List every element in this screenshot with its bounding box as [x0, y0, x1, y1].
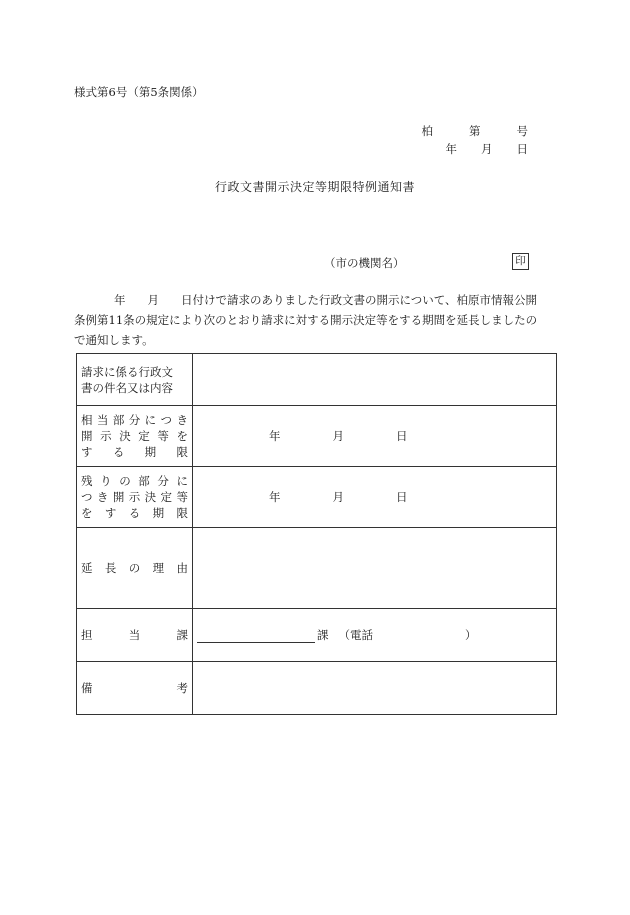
label-char: す — [81, 445, 93, 459]
value-department[interactable] — [193, 609, 557, 662]
date-month: 月 — [332, 429, 344, 443]
label-char: 決 — [119, 429, 131, 443]
table-row-department — [77, 609, 557, 662]
body-month: 月 — [147, 293, 159, 307]
doc-no-go: 号 — [516, 124, 528, 138]
table-row-remarks — [77, 662, 557, 715]
table-row-partial-deadline — [77, 406, 557, 467]
label-request-subject — [77, 354, 193, 406]
date-placeholder — [193, 428, 556, 444]
label-line — [81, 680, 188, 696]
label-line: 請求に係る行政文 — [81, 364, 173, 379]
body-year: 年 — [114, 293, 126, 307]
sender-org-name: （市の機関名） — [324, 256, 405, 270]
label-char: 当 — [128, 628, 141, 642]
table-row-extension-reason — [77, 528, 557, 609]
label-char: 示 — [128, 490, 141, 504]
label-remaining-deadline — [77, 467, 193, 528]
date-day: 日 — [396, 429, 408, 443]
label-char: を — [81, 506, 93, 520]
label-char: る — [112, 445, 125, 459]
label-char: 当 — [96, 413, 109, 427]
label-char: の — [119, 474, 131, 488]
doc-date-year: 年 — [445, 142, 457, 156]
label-line — [81, 473, 188, 489]
doc-no-dai: 第 — [469, 124, 481, 138]
department-blank[interactable] — [197, 628, 315, 643]
date-month: 月 — [332, 490, 344, 504]
date-year: 年 — [269, 429, 281, 443]
label-remarks — [77, 662, 193, 715]
date-placeholder — [193, 489, 556, 505]
label-char: る — [128, 506, 141, 520]
label-char: 部 — [138, 474, 150, 488]
label-char: つ — [81, 490, 93, 504]
phone-close: ） — [465, 628, 477, 642]
form-number: 様式第6号（第5条関係） — [74, 85, 204, 99]
value-remarks[interactable] — [193, 662, 557, 715]
seal-mark: 印 — [512, 253, 529, 270]
doc-no-prefix: 柏 — [421, 124, 433, 138]
label-char: 期 — [152, 506, 165, 520]
label-char: に — [176, 474, 188, 488]
label-char: き — [176, 413, 188, 427]
label-char: 備 — [81, 681, 93, 695]
table-row-request-subject — [77, 354, 557, 406]
label-line — [81, 505, 188, 521]
label-char: 担 — [81, 628, 93, 642]
label-char: 長 — [104, 561, 117, 575]
department-ka: 課 — [317, 628, 329, 642]
table-row-remaining-deadline — [77, 467, 557, 528]
label-char: 定 — [138, 429, 150, 443]
label-char: 期 — [144, 445, 157, 459]
doc-date-month: 月 — [481, 142, 493, 156]
document-number-line — [422, 123, 529, 139]
value-partial-deadline[interactable] — [193, 406, 557, 467]
value-request-subject[interactable] — [193, 354, 557, 406]
body-line-1 — [74, 290, 558, 310]
label-char: 延 — [81, 561, 93, 575]
label-char: を — [176, 429, 188, 443]
label-char: 開 — [112, 490, 125, 504]
label-char: り — [100, 474, 112, 488]
label-extension-reason — [77, 528, 193, 609]
notice-form-table — [76, 353, 557, 715]
label-char: 理 — [152, 561, 165, 575]
label-char: 考 — [176, 681, 188, 695]
label-char: 相 — [81, 413, 93, 427]
label-line: 書の件名又は内容 — [81, 380, 173, 395]
label-char: 部 — [112, 413, 125, 427]
label-line — [81, 412, 188, 428]
label-char: 分 — [128, 413, 141, 427]
label-char: 残 — [81, 474, 93, 488]
label-department — [77, 609, 193, 662]
label-char: 決 — [144, 490, 157, 504]
label-char: す — [104, 506, 117, 520]
label-char: 分 — [157, 474, 169, 488]
label-line — [81, 627, 188, 643]
label-line — [81, 428, 188, 444]
label-char: 由 — [176, 561, 188, 575]
department-fill-line — [193, 627, 556, 643]
label-char: き — [96, 490, 109, 504]
doc-date-day: 日 — [516, 142, 528, 156]
body-line-1-rest: 日付けで請求のありました行政文書の開示について、柏原市情報公開 — [181, 293, 538, 307]
document-title: 行政文書開示決定等期限特例通知書 — [214, 180, 415, 194]
label-line — [81, 560, 188, 576]
value-extension-reason[interactable] — [193, 528, 557, 609]
date-year: 年 — [269, 490, 281, 504]
body-line-2: 条例第11条の規定により次のとおり請求に対する開示決定等をする期間を延長しましたの — [74, 313, 538, 327]
label-char: 等 — [176, 490, 188, 504]
label-char: に — [144, 413, 157, 427]
label-line — [81, 444, 188, 460]
label-char: 示 — [100, 429, 112, 443]
body-paragraph — [74, 290, 558, 350]
label-partial-deadline — [77, 406, 193, 467]
label-char: 等 — [157, 429, 169, 443]
value-remaining-deadline[interactable] — [193, 467, 557, 528]
phone-label: （電話 — [338, 628, 373, 642]
label-char: 課 — [176, 628, 188, 642]
label-char: 開 — [81, 429, 93, 443]
label-char: の — [128, 561, 141, 575]
label-line — [81, 489, 188, 505]
document-date-line — [446, 141, 529, 157]
label-char: つ — [160, 413, 173, 427]
body-line-3: で通知します。 — [74, 333, 154, 347]
label-char: 定 — [160, 490, 173, 504]
label-char: 限 — [176, 506, 188, 520]
label-char: 限 — [176, 445, 188, 459]
date-day: 日 — [396, 490, 408, 504]
